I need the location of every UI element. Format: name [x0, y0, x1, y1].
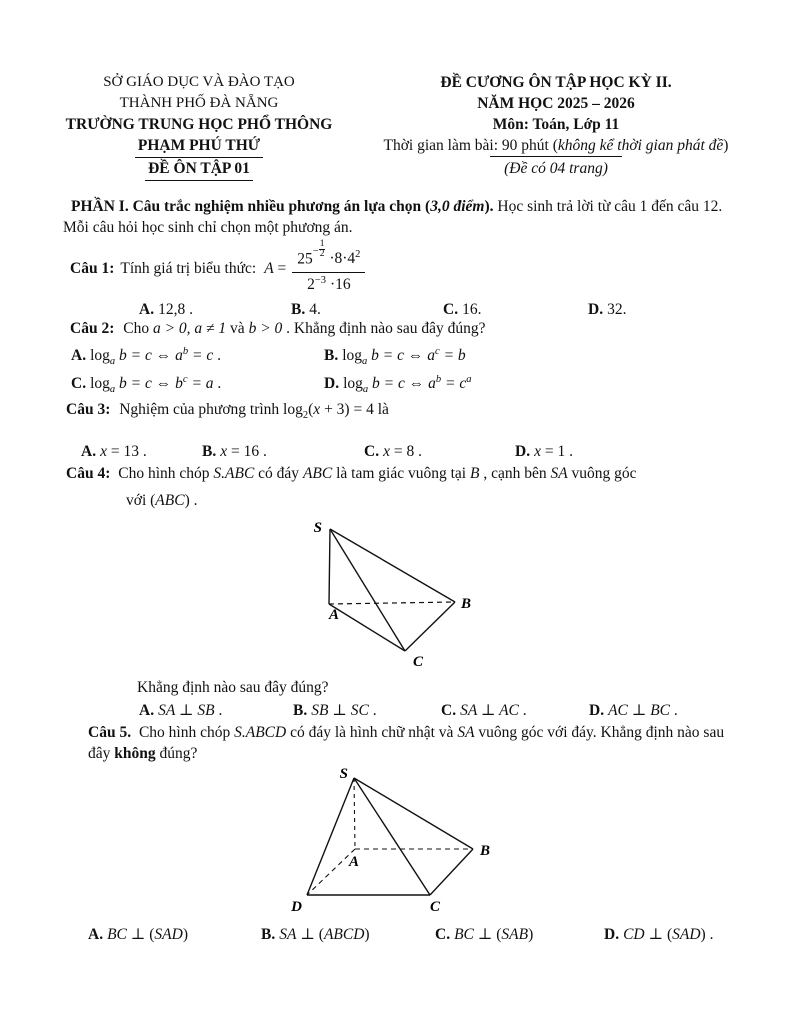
- question-2-text: Cho a > 0, a ≠ 1 và b > 0 . Khẳng định nào sau đây đúng?: [123, 320, 486, 337]
- option-text: BC ⊥ (SAB): [454, 926, 534, 943]
- question-2-options-row1: [0, 345, 792, 369]
- option-text: x = 13 .: [100, 443, 147, 460]
- option-3A: [81, 441, 147, 462]
- option-4C: [441, 700, 527, 721]
- option-5B: [261, 924, 370, 945]
- exam-set-label: [58, 158, 340, 181]
- option-key: A.: [71, 347, 87, 364]
- option-5C: [435, 924, 533, 945]
- exam-info-block: [368, 72, 744, 179]
- option-key: C.: [435, 926, 451, 943]
- question-5-text: Cho hình chóp S.ABCD có đáy là hình chữ nhật và SA vuông góc với đáy. Khẳng định nào sau đây: [88, 724, 725, 762]
- option-3C: [364, 441, 422, 462]
- question-1-text: Tính giá trị biểu thức:: [120, 259, 257, 277]
- option-text: 4.: [309, 301, 321, 318]
- pyramid-sabcd-figure: [288, 766, 503, 918]
- vertex-label-C: C: [413, 654, 424, 670]
- question-4-text2: [126, 490, 198, 511]
- option-2B: [324, 345, 466, 366]
- option-1A: [139, 299, 193, 320]
- vertex-label-S: S: [313, 520, 322, 536]
- option-key: D.: [604, 926, 620, 943]
- school-name-line2: [58, 135, 340, 158]
- option-text: SA ⊥ SB .: [158, 702, 223, 719]
- question-4-figure: [289, 516, 504, 680]
- question-4-options: [0, 700, 792, 724]
- option-text: SA ⊥ AC .: [460, 702, 527, 719]
- option-5A: [88, 924, 188, 945]
- exponent-sign: −: [312, 246, 319, 258]
- duration-text: Thời gian làm bài: 90 phút (: [383, 137, 558, 154]
- option-text: CD ⊥ (SAD) .: [623, 926, 714, 943]
- question-2-options-row2: [0, 373, 792, 397]
- option-text: x = 16 .: [220, 443, 267, 460]
- option-text: 16.: [462, 301, 482, 318]
- exponent-num: 1: [319, 238, 325, 249]
- exam-set-underlined: ĐỀ ÔN TẬP 01: [145, 158, 253, 181]
- question-5-label: Câu 5.: [88, 724, 132, 741]
- vertex-label-S: S: [339, 766, 348, 782]
- question-5-text-end: đúng?: [155, 745, 198, 762]
- question-5: [88, 722, 736, 764]
- fraction-denominator: $2^{-3} \cdot 16$: [307, 275, 351, 294]
- option-text: 12,8 .: [158, 301, 193, 318]
- option-3B: [202, 441, 267, 462]
- option-key: D.: [324, 375, 340, 392]
- duration-close: ): [723, 137, 729, 154]
- page-count-line: [368, 156, 744, 179]
- duration-line: [368, 135, 744, 156]
- option-text: $\log_a b = c$ ⇔ $b^c = a$ .: [90, 373, 222, 396]
- option-text: $\log_a b = c$ ⇔ $a^b = c^a$: [343, 373, 472, 396]
- option-key: C.: [441, 702, 457, 719]
- department-line2: THÀNH PHỐ ĐÀ NẴNG: [119, 95, 279, 111]
- option-key: D.: [589, 702, 605, 719]
- question-2: [70, 318, 735, 339]
- duration-note-italic: không kể thời gian phát đề: [557, 137, 724, 154]
- question-5-options: [0, 924, 792, 948]
- question-1-label: Câu 1:: [70, 259, 115, 277]
- school-header-block: [58, 72, 340, 181]
- question-5-text-bold: không: [114, 745, 156, 762]
- option-text: x = 1 .: [534, 443, 573, 460]
- option-key: D.: [515, 443, 531, 460]
- option-text: AC ⊥ BC .: [608, 702, 678, 719]
- numerator-rest: $\cdot 8\cdot 4^2$: [325, 249, 361, 268]
- question-4-label: Câu 4:: [66, 465, 111, 482]
- option-2C: [71, 373, 221, 394]
- option-key: C.: [364, 443, 380, 460]
- option-key: C.: [443, 301, 459, 318]
- option-key: D.: [588, 301, 604, 318]
- option-1B: [291, 299, 321, 320]
- part1-points: 3,0 điểm: [430, 198, 485, 215]
- question-3-label: Câu 3:: [66, 401, 111, 418]
- question-4-prompt-text: Khẳng định nào sau đây đúng?: [137, 679, 329, 696]
- school-name-underlined: PHẠM PHÚ THỨ: [135, 135, 263, 158]
- option-key: B.: [324, 347, 339, 364]
- option-4A: [139, 700, 222, 721]
- vertex-label-A: A: [328, 607, 340, 623]
- option-3D: [515, 441, 573, 462]
- question-4-text: Cho hình chóp S.ABC có đáy ABC là tam giác vuông tại B , cạnh bên SA vuông góc: [118, 465, 637, 482]
- school-year-line: NĂM HỌC 2025 – 2026: [477, 95, 635, 112]
- question-3: [66, 399, 731, 420]
- question-3-options: [0, 441, 792, 465]
- vertex-label-B: B: [461, 596, 472, 612]
- option-text: SA ⊥ (ABCD): [279, 926, 370, 943]
- pyramid-sabc-figure: [289, 516, 504, 674]
- option-key: B.: [202, 443, 217, 460]
- option-1C: [443, 299, 481, 320]
- subject-line: Môn: Toán, Lớp 11: [492, 116, 620, 133]
- exam-title-line: ĐỀ CƯƠNG ÔN TẬP HỌC KỲ II.: [440, 74, 672, 91]
- page-count-text: (Đề có 04 trang): [490, 156, 622, 179]
- part1-title-bold: PHẦN I. Câu trắc nghiệm nhiều phương án lựa chọn (: [71, 198, 431, 215]
- question-1-fraction: [292, 240, 365, 297]
- option-text: BC ⊥ (SAD): [107, 926, 188, 943]
- option-text: x = 8 .: [383, 443, 422, 460]
- question-5-figure: [288, 766, 503, 924]
- option-text: $\log_a b = c$ ⇔ $a^c = b$: [342, 345, 466, 368]
- option-text: SB ⊥ SC .: [311, 702, 377, 719]
- question-4: [66, 463, 734, 484]
- school-name-line: TRƯỜNG TRUNG HỌC PHỔ THÔNG: [65, 116, 333, 133]
- vertex-label-C: C: [429, 899, 441, 915]
- option-4D: [589, 700, 678, 721]
- option-key: B.: [291, 301, 306, 318]
- numerator-base: 25: [297, 250, 313, 268]
- option-2D: [324, 373, 472, 394]
- question-1: [70, 238, 365, 295]
- option-2A: [71, 345, 221, 366]
- question-4-text2-content: với (ABC) .: [126, 492, 198, 509]
- question-1-formula-lhs: A =: [264, 259, 287, 277]
- question-3-text: Nghiệm của phương trình $\log_2(x + 3) = 4$ là: [119, 401, 389, 422]
- option-1D: [588, 299, 626, 320]
- numerator-exponent: [312, 238, 326, 260]
- option-4B: [293, 700, 377, 721]
- option-key: A.: [139, 702, 155, 719]
- option-key: B.: [261, 926, 276, 943]
- vertex-label-B: B: [480, 843, 491, 859]
- question-2-label: Câu 2:: [70, 320, 115, 337]
- question-4-prompt: [137, 677, 329, 698]
- option-key: B.: [293, 702, 308, 719]
- option-text: 32.: [607, 301, 627, 318]
- vertex-label-A: A: [348, 854, 360, 870]
- option-key: C.: [71, 375, 87, 392]
- option-key: A.: [81, 443, 97, 460]
- department-line1: SỞ GIÁO DỤC VÀ ĐÀO TẠO: [103, 74, 295, 90]
- part1-heading: [63, 196, 731, 238]
- option-key: A.: [88, 926, 104, 943]
- fraction-numerator: [292, 240, 365, 274]
- option-text: $\log_a b = c$ ⇔ $a^b = c$ .: [90, 345, 221, 368]
- option-key: A.: [139, 301, 155, 318]
- part1-instructions: Học sinh trả lời từ câu 1 đến câu 12. Mỗi câu hỏi học sinh chỉ chọn một phương án.: [63, 198, 723, 236]
- exponent-den: 2: [319, 249, 325, 260]
- part1-title-close: ).: [484, 198, 494, 215]
- option-5D: [604, 924, 713, 945]
- vertex-label-D: D: [291, 899, 302, 915]
